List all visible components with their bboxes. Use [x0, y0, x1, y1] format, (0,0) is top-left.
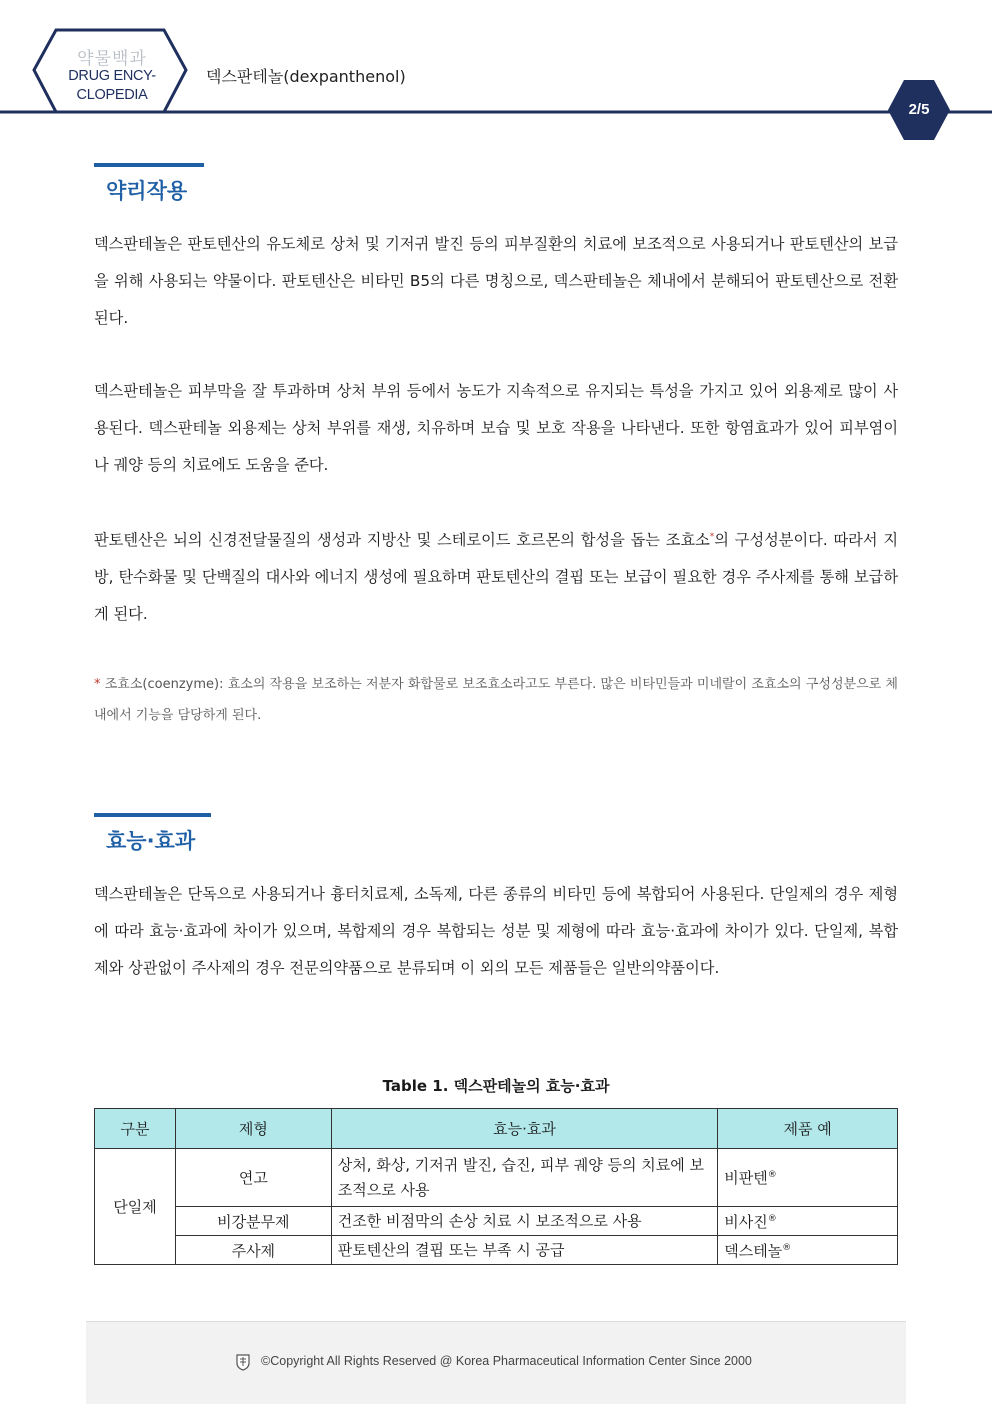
section-divider-efficacy — [94, 813, 211, 817]
document-title: 덱스판테놀(dexpanthenol) — [206, 67, 406, 86]
cell-effect: 건조한 비점막의 손상 치료 시 보조적으로 사용 — [331, 1207, 717, 1236]
product-name: 비사진 — [724, 1212, 768, 1231]
registered-mark: ® — [782, 1242, 792, 1253]
paragraph-efficacy: 덱스판테놀은 단독으로 사용되거나 흉터치료제, 소독제, 다른 종류의 비타민 등에 복합되어 사용된다. 단일제의 경우 제형에 따라 효능·효과에 차이가 있으며, 복합제의 경우 복합되는 성분 및 제형에 따라 효능·효과에 차이가 있다. 단일제, 복합제와 상관없이 주사제의 경우 전문의약품으로 분류되며 이 외의 모든 제품들은 일반의약품이다. — [94, 885, 898, 977]
section-title-efficacy: 효능·효과 — [106, 829, 196, 853]
efficacy-table — [94, 1108, 898, 1265]
cell-form: 비강분무제 — [175, 1207, 331, 1236]
product-name: 덱스테놀 — [724, 1241, 783, 1260]
crest-icon — [235, 1353, 251, 1371]
logo-english-line1: DRUG ENCY- — [68, 68, 156, 84]
paragraph-pharmacology-3-start: 판토텐산은 뇌의 신경전달물질의 생성과 지방산 및 스테로이드 호르몬의 합성을 돕는 조효소 — [94, 531, 710, 550]
header-form: 제형 — [175, 1109, 331, 1149]
table-caption: Table 1. 덱스판테놀의 효능·효과 — [382, 1077, 610, 1095]
paragraph-pharmacology-1: 덱스판테놀은 판토텐산의 유도체로 상처 및 기저귀 발진 등의 피부질환의 치료에 보조적으로 사용되거나 판토텐산의 보급을 위해 사용되는 약물이다. 판토텐산은 비타민 B5의 다른 명칭으로, 덱스판테놀은 체내에서 분해되어 판토텐산으로 전환된다. — [94, 235, 898, 327]
cell-product — [718, 1149, 898, 1207]
cell-product — [718, 1207, 898, 1236]
paragraph-pharmacology-3-end: 의 구성성분이다. 따라서 지방, 탄수화물 및 단백질의 대사와 에너지 생성에 필요하며 판토텐산의 결핍 또는 보급이 필요한 경우 주사제를 통해 보급하게 된다. — [94, 531, 898, 624]
cell-product — [718, 1236, 898, 1265]
footnote-text: 조효소(coenzyme): 효소의 작용을 보조하는 저분자 화합물로 보조효소라고도 부른다. 많은 비타민들과 미네랄이 조효소의 구성성분으로 체내에서 기능을 담당하게 된다. — [94, 677, 898, 723]
product-name: 비판텐 — [724, 1169, 768, 1187]
footnote-reference: * — [709, 532, 715, 542]
footer-copyright: ©Copyright All Rights Reserved @ Korea Pharmaceutical Information Center Since 2000 — [261, 1354, 752, 1368]
paragraph-pharmacology-2: 덱스판테놀은 피부막을 잘 투과하며 상처 부위 등에서 농도가 지속적으로 유지되는 특성을 가지고 있어 외용제로 많이 사용된다. 덱스판테놀 외용제는 상처 부위를 재생, 치유하며 보습 및 보호 작용을 나타낸다. 또한 항염효과가 있어 피부염이나 궤양 등의 치료에도 도움을 준다. — [94, 382, 898, 474]
table-row — [95, 1149, 898, 1207]
logo-korean: 약물백과 — [77, 49, 147, 68]
table-header-row — [95, 1109, 898, 1149]
cell-effect: 상처, 화상, 기저귀 발진, 습진, 피부 궤양 등의 치료에 보조적으로 사용 — [331, 1149, 717, 1207]
section-title-pharmacology: 약리작용 — [106, 179, 188, 203]
cell-form: 주사제 — [175, 1236, 331, 1265]
table-row — [95, 1236, 898, 1265]
table-row — [95, 1207, 898, 1236]
cell-form: 연고 — [175, 1149, 331, 1207]
footnote-star: * — [94, 677, 101, 692]
logo-english-line2: CLOPEDIA — [76, 87, 148, 103]
cell-effect: 판토텐산의 결핍 또는 부족 시 공급 — [331, 1236, 717, 1265]
section-divider-pharmacology — [94, 163, 204, 167]
header-effect: 효능·효과 — [331, 1109, 717, 1149]
footnote — [94, 669, 898, 731]
registered-mark: ® — [767, 1170, 777, 1180]
group-label: 단일제 — [95, 1149, 176, 1265]
paragraph-pharmacology-3 — [94, 519, 898, 633]
registered-mark: ® — [767, 1213, 777, 1224]
header-category: 구분 — [95, 1109, 176, 1149]
page-number: 2/5 — [908, 101, 930, 118]
header-product: 제품 예 — [718, 1109, 898, 1149]
